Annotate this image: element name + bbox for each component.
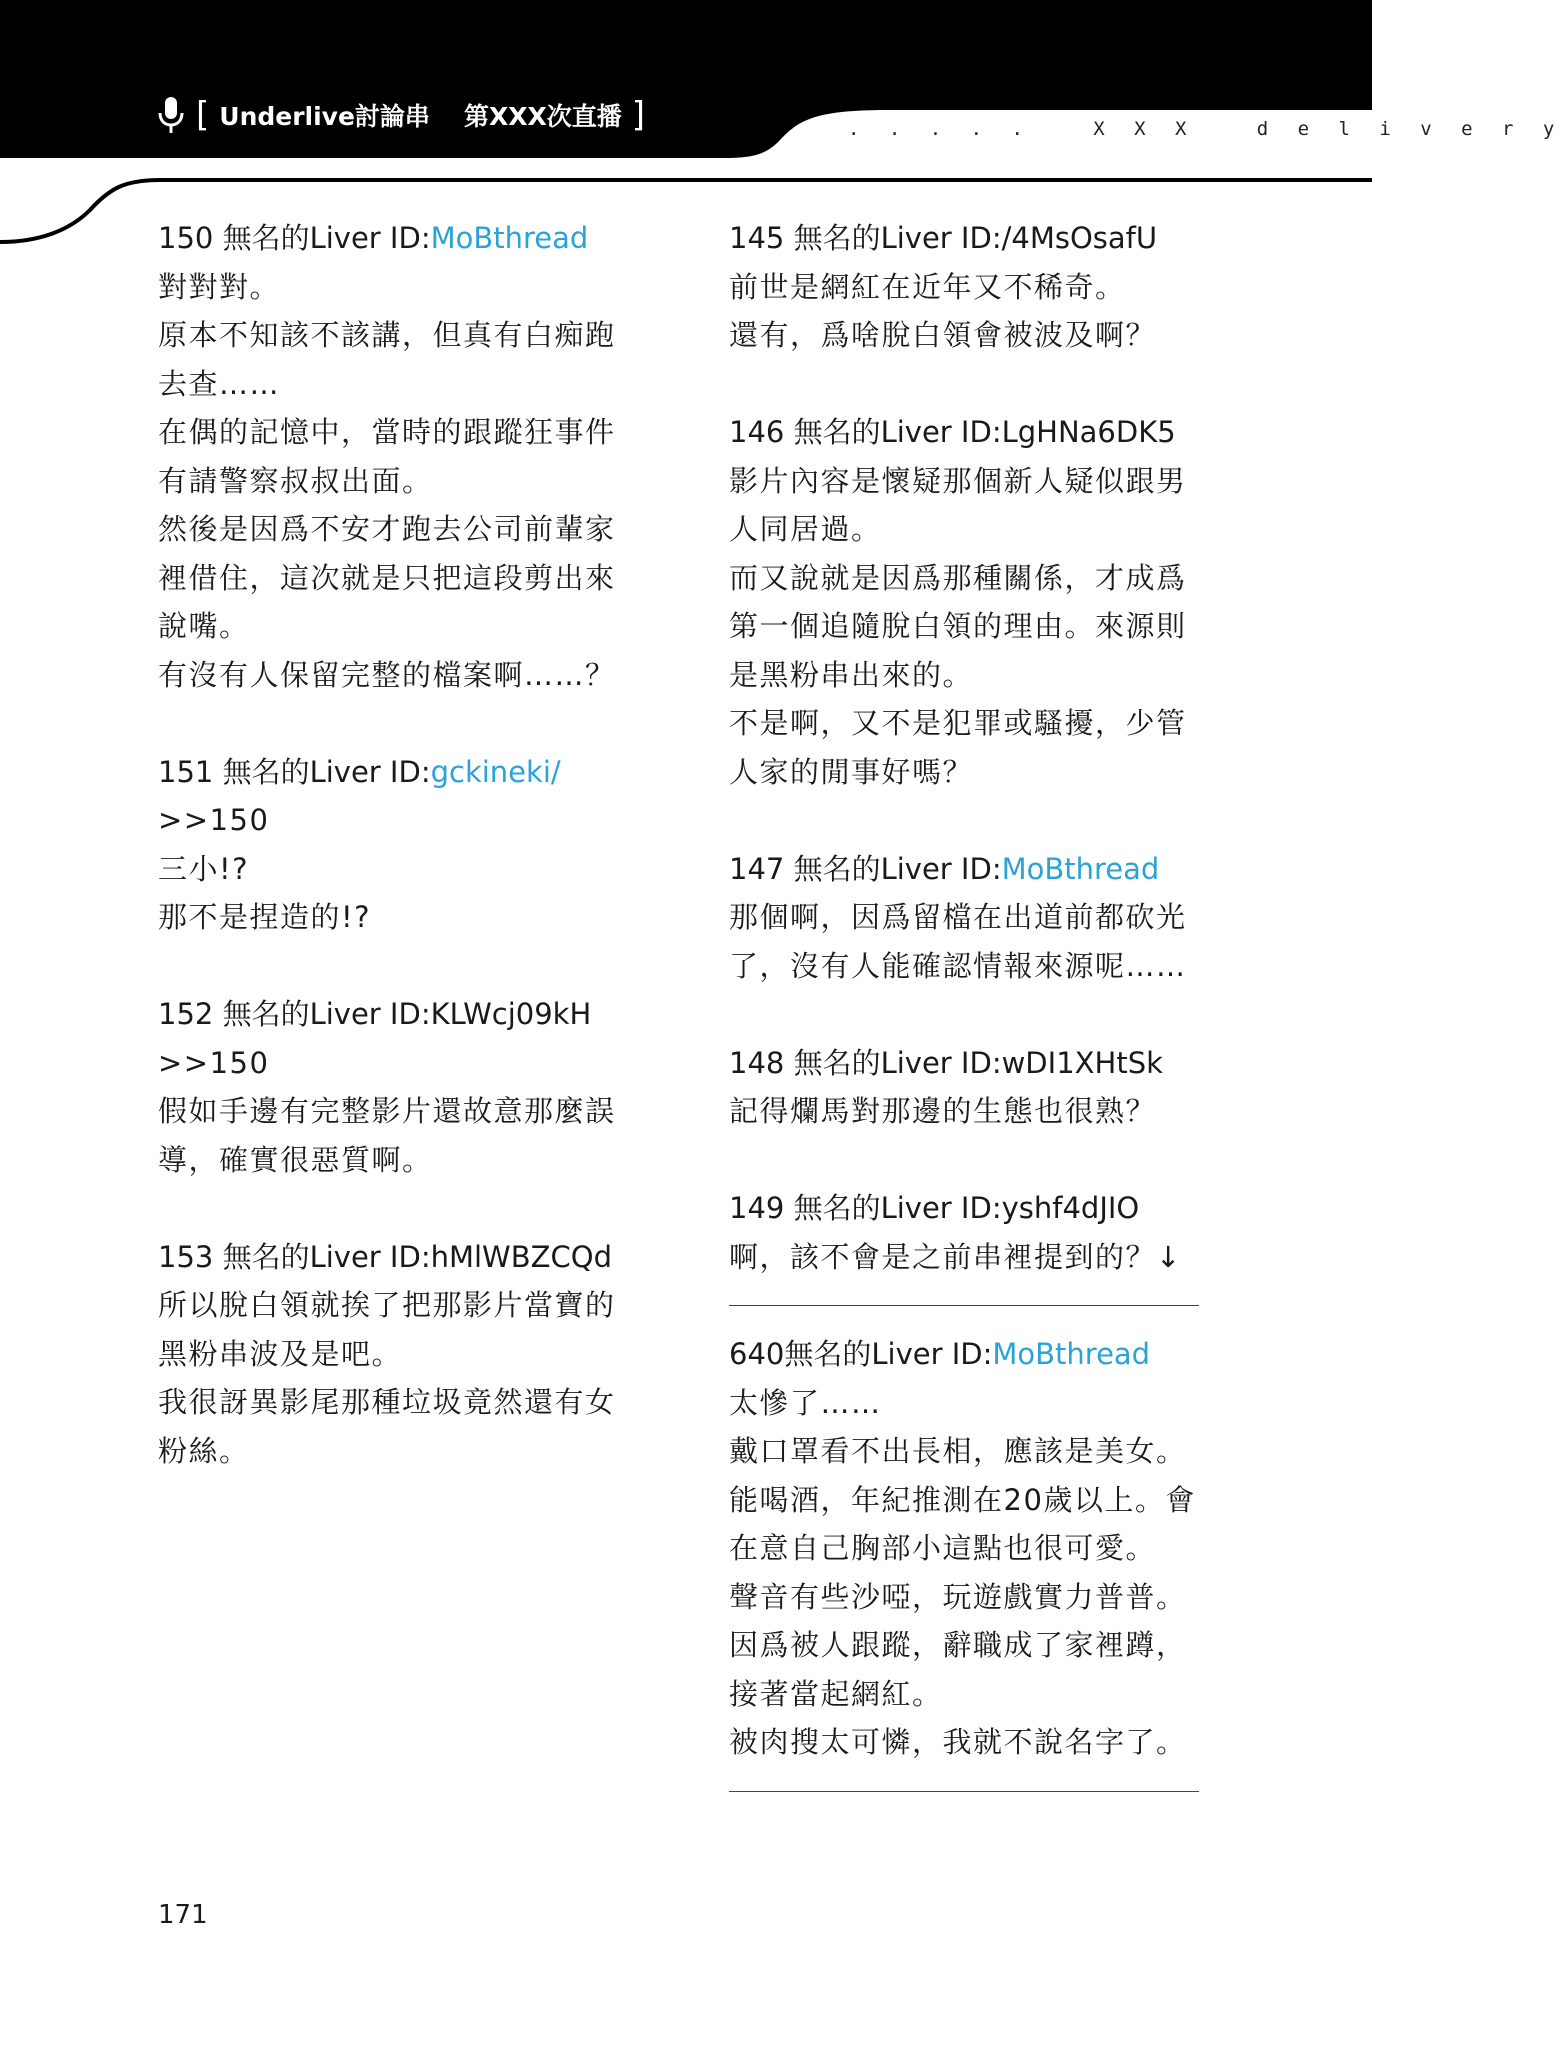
post-text-line: 原本不知該不該講，但真有白痴跑 bbox=[158, 318, 616, 352]
post-text-line: 在偶的記憶中，當時的跟蹤狂事件 bbox=[158, 415, 616, 449]
post-text-line: 然後是因爲不安才跑去公司前輩家 bbox=[158, 512, 616, 546]
post-header bbox=[158, 748, 648, 797]
poster-name: 無名的Liver ID: bbox=[793, 851, 1002, 886]
poster-name: 無名的Liver ID: bbox=[222, 997, 431, 1031]
post-text-line: >>150 bbox=[158, 803, 270, 837]
poster-name: 無名的Liver ID: bbox=[793, 1045, 1002, 1080]
post-header bbox=[158, 214, 648, 263]
microphone-icon bbox=[156, 95, 186, 135]
page-number: 171 bbox=[158, 1900, 208, 1930]
post-text-line: 裡借住，這次就是只把這段剪出來 bbox=[158, 560, 616, 595]
poster-name: 無名的Liver ID: bbox=[793, 1191, 1002, 1225]
post-text-line: 人同居過。 bbox=[729, 512, 882, 546]
poster-id: MoBthread bbox=[1001, 851, 1160, 886]
post-text-line: 接著當起網紅。 bbox=[729, 1676, 943, 1711]
post-text-line: 對對對。 bbox=[158, 269, 281, 304]
post-text-line: 不是啊，又不是犯罪或騷擾，少管 bbox=[729, 706, 1187, 740]
post-text-line: 因爲被人跟蹤，辭職成了家裡蹲， bbox=[729, 1628, 1187, 1662]
post-text-line: 我很訝異影尾那種垃圾竟然還有女 bbox=[158, 1385, 616, 1419]
thread-post bbox=[158, 748, 648, 942]
post-header bbox=[729, 1184, 1219, 1233]
bracket-close: ] bbox=[631, 95, 646, 135]
post-text-line: 那不是捏造的!? bbox=[158, 900, 372, 934]
post-text-line: 影片內容是懷疑那個新人疑似跟男 bbox=[729, 463, 1187, 498]
thread-post bbox=[729, 1039, 1219, 1136]
post-text-line: >>150 bbox=[158, 1045, 270, 1080]
post-text-line: 了，沒有人能確認情報來源呢…… bbox=[729, 948, 1187, 983]
post-text-line: 有請警察叔叔出面。 bbox=[158, 463, 433, 498]
post-number: 145 bbox=[729, 221, 785, 255]
post-text-line: 而又說就是因爲那種關係，才成爲 bbox=[729, 560, 1187, 595]
bracket-open: [ bbox=[196, 95, 210, 135]
post-text-line: 那個啊，因爲留檔在出道前都砍光 bbox=[729, 900, 1187, 934]
poster-id: gckineki/ bbox=[430, 754, 561, 789]
episode-label: 第XXX次直播 bbox=[463, 102, 622, 131]
post-text-line: 人家的閒事好嗎？ bbox=[729, 754, 974, 789]
post-text-line: 黑粉串波及是吧。 bbox=[158, 1336, 403, 1371]
running-header bbox=[156, 92, 645, 138]
post-number: 153 bbox=[158, 1239, 214, 1274]
right-column bbox=[729, 214, 1219, 1816]
post-number: 152 bbox=[158, 997, 214, 1031]
post-text-line: 在意自己胸部小這點也很可愛。 bbox=[729, 1531, 1157, 1565]
thread-post bbox=[158, 990, 648, 1184]
poster-id: MoBthread bbox=[430, 221, 589, 255]
series-title: Underlive討論串 bbox=[219, 102, 430, 131]
post-text-line: 能喝酒，年紀推測在20歲以上。會 bbox=[729, 1482, 1196, 1517]
post-text-line: 戴口罩看不出長相，應該是美女。 bbox=[729, 1434, 1187, 1468]
post-header bbox=[158, 990, 648, 1039]
post-text-line: 記得爛馬對那邊的生態也很熟？ bbox=[729, 1094, 1157, 1128]
post-number: 146 bbox=[729, 415, 785, 449]
post-text-line: 第一個追隨脫白領的理由。來源則 bbox=[729, 609, 1187, 643]
poster-id: hMlWBZCQd bbox=[430, 1239, 612, 1274]
post-number: 151 bbox=[158, 754, 214, 789]
post-text-line: 是黑粉串出來的。 bbox=[729, 657, 974, 692]
thread-post bbox=[729, 214, 1219, 360]
post-text-line: 還有，爲啥脫白領會被波及啊？ bbox=[729, 318, 1157, 352]
thread-post bbox=[158, 214, 648, 699]
post-text-line: 粉絲。 bbox=[158, 1433, 250, 1468]
post-text-line: 去查…… bbox=[158, 366, 281, 401]
post-text-line: 有沒有人保留完整的檔案啊……？ bbox=[158, 657, 616, 692]
post-header bbox=[729, 408, 1219, 457]
post-text-line: 假如手邊有完整影片還故意那麼誤 bbox=[158, 1094, 616, 1128]
running-subtitle: . . . . . X X X d e l i v e r y bbox=[848, 118, 1563, 140]
poster-name: 無名的Liver ID: bbox=[222, 1239, 431, 1274]
post-number: 147 bbox=[729, 851, 785, 886]
thread-post bbox=[729, 1330, 1219, 1767]
post-text-line: 導，確實很惡質啊。 bbox=[158, 1142, 433, 1177]
thread-post bbox=[729, 1184, 1219, 1281]
post-text-line: 啊，該不會是之前串裡提到的？↓ bbox=[729, 1239, 1182, 1274]
post-text-line: 前世是網紅在近年又不稀奇。 bbox=[729, 269, 1126, 304]
post-text-line: 說嘴。 bbox=[158, 609, 250, 643]
post-number: 148 bbox=[729, 1045, 785, 1080]
left-column bbox=[158, 214, 648, 1524]
poster-name: 無名的Liver ID: bbox=[793, 221, 1002, 255]
post-text-line: 被肉搜太可憐，我就不說名字了。 bbox=[729, 1725, 1187, 1759]
quote-divider-top bbox=[729, 1305, 1199, 1306]
poster-id: yshf4dJIO bbox=[1001, 1191, 1140, 1225]
post-text-line: 太慘了…… bbox=[729, 1385, 882, 1420]
poster-name: 無名的Liver ID: bbox=[222, 754, 431, 789]
post-number: 150 bbox=[158, 221, 214, 255]
poster-name: 無名的Liver ID: bbox=[784, 1337, 993, 1371]
poster-id: LgHNa6DK5 bbox=[1001, 415, 1176, 449]
post-number: 640 bbox=[729, 1337, 785, 1371]
poster-id: wDI1XHtSk bbox=[1001, 1045, 1163, 1080]
post-text-line: 聲音有些沙啞，玩遊戲實力普普。 bbox=[729, 1579, 1187, 1614]
post-header bbox=[729, 1039, 1219, 1088]
poster-name: 無名的Liver ID: bbox=[222, 221, 431, 255]
post-text-line: 所以脫白領就挨了把那影片當寶的 bbox=[158, 1288, 616, 1322]
poster-id: /4MsOsafU bbox=[1001, 221, 1158, 255]
post-text-line: 三小!? bbox=[158, 851, 250, 886]
thread-post bbox=[729, 408, 1219, 796]
poster-id: MoBthread bbox=[992, 1337, 1151, 1371]
quote-divider-bottom bbox=[729, 1791, 1199, 1792]
poster-id: KLWcj09kH bbox=[430, 997, 592, 1031]
post-header bbox=[729, 214, 1219, 263]
thread-post bbox=[158, 1233, 648, 1476]
poster-name: 無名的Liver ID: bbox=[793, 415, 1002, 449]
post-number: 149 bbox=[729, 1191, 785, 1225]
thread-post bbox=[729, 845, 1219, 991]
post-header bbox=[729, 1330, 1219, 1379]
post-header bbox=[729, 845, 1219, 894]
post-header bbox=[158, 1233, 648, 1282]
